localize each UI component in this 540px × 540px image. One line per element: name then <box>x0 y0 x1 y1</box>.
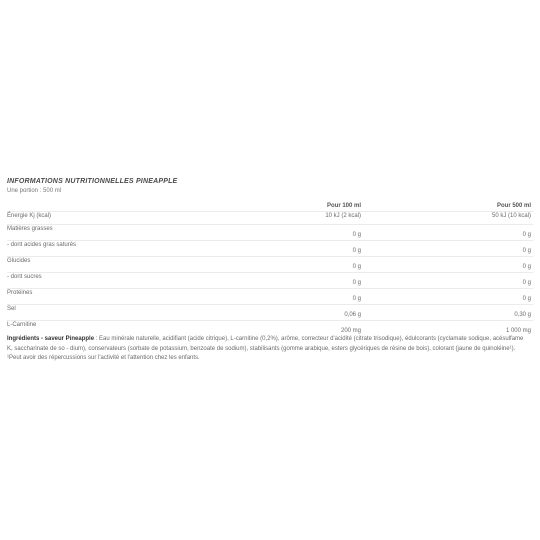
row-label: Sel <box>7 306 16 312</box>
row-label: Matières grasses <box>7 226 53 232</box>
value-per-500ml: 0 g <box>522 232 531 238</box>
value-per-100ml: 0 g <box>352 264 361 270</box>
table-row-saturated-fat <box>7 241 533 257</box>
table-header-row <box>7 201 533 212</box>
value-per-100ml: 0 g <box>352 280 361 286</box>
row-label: - dont acides gras saturés <box>7 242 77 248</box>
value-per-100ml: 0 g <box>352 296 361 302</box>
value-per-500ml: 1 000 mg <box>505 328 531 334</box>
value-per-500ml: 0 g <box>522 264 531 270</box>
value-per-500ml: 0 g <box>522 248 531 254</box>
row-label: Glucides <box>7 258 31 264</box>
column-header-per-500ml: Pour 500 ml <box>496 203 531 209</box>
value-per-100ml: 0 g <box>352 232 361 238</box>
row-label: - dont sucres <box>7 274 42 280</box>
table-row-carbohydrates <box>7 257 533 273</box>
nutrition-table <box>7 201 533 336</box>
ingredients-paragraph <box>7 335 527 364</box>
table-row-l-carnitine <box>7 321 533 336</box>
table-row-proteins <box>7 289 533 305</box>
nutrition-panel <box>7 170 533 370</box>
value-per-500ml: 0,30 g <box>514 312 531 318</box>
table-row-salt <box>7 305 533 321</box>
row-label: L-Carnitine <box>7 322 37 328</box>
value-per-100ml: 0,06 g <box>344 312 361 318</box>
column-header-per-100ml: Pour 100 ml <box>326 203 361 209</box>
nutrition-title: INFORMATIONS NUTRITIONNELLES PINEAPPLE <box>7 178 178 185</box>
row-label: Énergie Kj (kcal) <box>7 213 52 219</box>
value-per-500ml: 0 g <box>522 280 531 286</box>
value-per-500ml: 0 g <box>522 296 531 302</box>
row-label: Protéines <box>7 290 33 296</box>
value-per-100ml: 200 mg <box>340 328 361 334</box>
table-row-energy <box>7 212 533 225</box>
ingredients-label: Ingrédients - saveur Pineapple <box>7 336 95 342</box>
table-row-sugars <box>7 273 533 289</box>
value-per-500ml: 50 kJ (10 kcal) <box>491 213 531 219</box>
ingredients-text: : Eau minérale naturelle, acidifiant (acide citrique), L-carnitine (0,2%), arôme, correcteur d'acidité (citrate trisodique), édulcorants (cyclamate sodique, acésulfame K, saccharinate de so - dium), conservateurs (sorbate de potassium, benzoate de sodium), stabilisants (gomme arabique, esters glycériques de résine de bois), colorant (jaune de quinoléine¹). ¹Peut avoir des répercussions sur l'activité et l'attention chez les enfants. <box>7 336 524 361</box>
value-per-100ml: 10 kJ (2 kcal) <box>325 213 361 219</box>
portion-size: Une portion : 500 ml <box>7 188 62 194</box>
table-row-fat <box>7 225 533 241</box>
value-per-100ml: 0 g <box>352 248 361 254</box>
